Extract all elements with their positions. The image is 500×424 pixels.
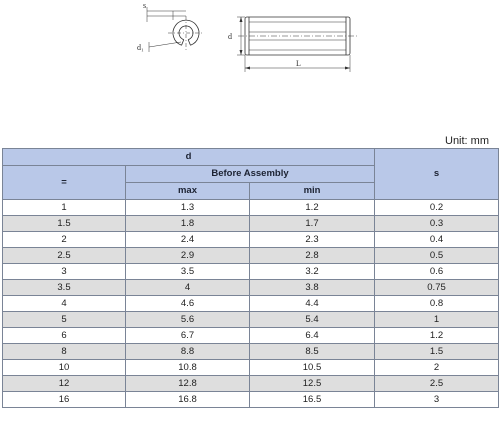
cell-nominal: 10 — [3, 360, 126, 376]
header-before-assembly: Before Assembly — [126, 166, 375, 183]
cell-max: 8.8 — [126, 344, 250, 360]
cell-max: 6.7 — [126, 328, 250, 344]
cell-min: 3.2 — [250, 264, 375, 280]
cell-max: 1.8 — [126, 216, 250, 232]
pin-technical-drawing — [0, 0, 500, 95]
cell-s: 1.5 — [375, 344, 499, 360]
cell-s: 2.5 — [375, 376, 499, 392]
dimension-arrows — [240, 17, 351, 70]
cell-nominal: 3.5 — [3, 280, 126, 296]
cell-s: 0.8 — [375, 296, 499, 312]
cell-s: 0.6 — [375, 264, 499, 280]
cell-max: 3.5 — [126, 264, 250, 280]
cell-min: 3.8 — [250, 280, 375, 296]
cell-s: 1.2 — [375, 328, 499, 344]
cell-min: 12.5 — [250, 376, 375, 392]
table-row — [3, 280, 499, 296]
cell-min: 5.4 — [250, 312, 375, 328]
cell-max: 16.8 — [126, 392, 250, 408]
spec-table — [2, 148, 499, 408]
cell-max: 2.9 — [126, 248, 250, 264]
cell-min: 2.3 — [250, 232, 375, 248]
table-row — [3, 200, 499, 216]
table-row — [3, 344, 499, 360]
cell-s: 0.5 — [375, 248, 499, 264]
dim-label-L: L — [296, 59, 301, 68]
cell-nominal: 3 — [3, 264, 126, 280]
cell-min: 4.4 — [250, 296, 375, 312]
unit-label: Unit: mm — [445, 135, 489, 147]
header-s: s — [375, 149, 499, 200]
cell-nominal: 8 — [3, 344, 126, 360]
cell-s: 3 — [375, 392, 499, 408]
header-d: d — [3, 149, 375, 166]
header-max: max — [126, 183, 250, 200]
header-nominal: = — [3, 166, 126, 200]
cell-nominal: 1 — [3, 200, 126, 216]
end-view — [147, 7, 204, 52]
cell-s: 0.2 — [375, 200, 499, 216]
cell-min: 10.5 — [250, 360, 375, 376]
cell-nominal: 2.5 — [3, 248, 126, 264]
cell-s: 0.3 — [375, 216, 499, 232]
cell-min: 1.7 — [250, 216, 375, 232]
table-row — [3, 232, 499, 248]
cell-max: 5.6 — [126, 312, 250, 328]
cell-min: 8.5 — [250, 344, 375, 360]
table-row — [3, 264, 499, 280]
dim-label-d1: d₁ — [137, 43, 144, 52]
cell-s: 0.4 — [375, 232, 499, 248]
table-row — [3, 216, 499, 232]
cell-nominal: 2 — [3, 232, 126, 248]
cell-s: 2 — [375, 360, 499, 376]
cell-s: 1 — [375, 312, 499, 328]
table-row — [3, 360, 499, 376]
table-row — [3, 296, 499, 312]
cell-max: 4.6 — [126, 296, 250, 312]
table-row — [3, 392, 499, 408]
cell-min: 2.8 — [250, 248, 375, 264]
dim-label-d: d — [228, 32, 232, 41]
header-min: min — [250, 183, 375, 200]
cell-nominal: 5 — [3, 312, 126, 328]
cell-max: 4 — [126, 280, 250, 296]
cell-max: 10.8 — [126, 360, 250, 376]
cell-nominal: 1.5 — [3, 216, 126, 232]
cell-min: 1.2 — [250, 200, 375, 216]
cell-s: 0.75 — [375, 280, 499, 296]
cell-nominal: 16 — [3, 392, 126, 408]
table-row — [3, 248, 499, 264]
cell-nominal: 12 — [3, 376, 126, 392]
cell-max: 12.8 — [126, 376, 250, 392]
cell-nominal: 4 — [3, 296, 126, 312]
spec-table-header — [3, 149, 499, 200]
spec-table-body — [3, 200, 499, 408]
table-row — [3, 312, 499, 328]
cell-max: 1.3 — [126, 200, 250, 216]
cell-min: 6.4 — [250, 328, 375, 344]
cell-max: 2.4 — [126, 232, 250, 248]
dim-label-s: s — [143, 1, 147, 10]
table-row — [3, 328, 499, 344]
table-row — [3, 376, 499, 392]
cell-nominal: 6 — [3, 328, 126, 344]
cell-min: 16.5 — [250, 392, 375, 408]
